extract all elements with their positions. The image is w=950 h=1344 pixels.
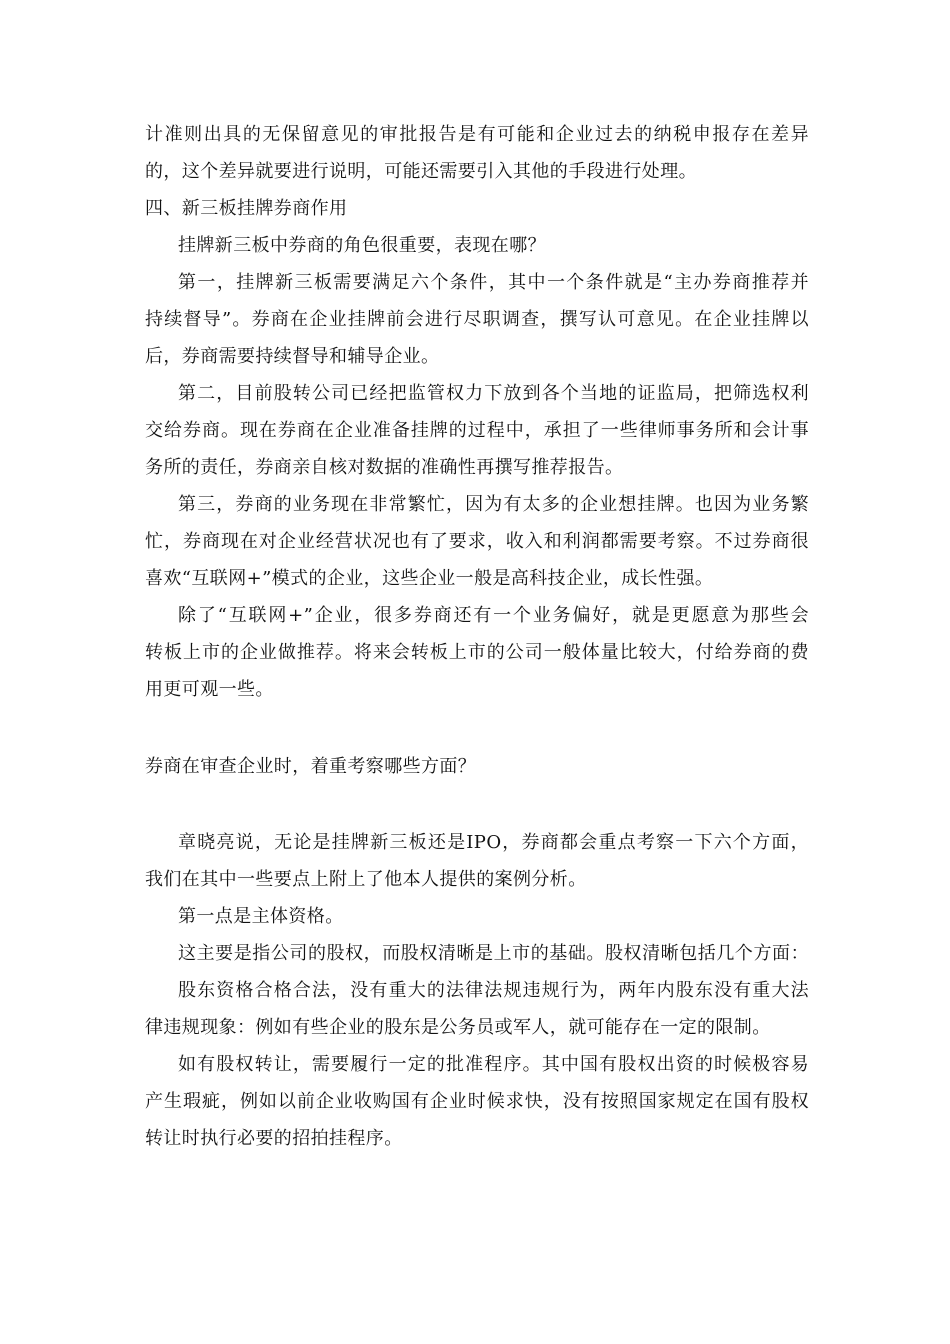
text-line: 如有股权转让，需要履行一定的批准程序。其中国有股权出资的时候极容易 [178,1054,809,1075]
text-line: 用更可观一些。 [145,679,274,700]
text-line: 持续督导”。券商在企业挂牌前会进行尽职调查，撰写认可意见。在企业挂牌以 [145,309,809,330]
text-line: 第一，挂牌新三板需要满足六个条件，其中一个条件就是“主办券商推荐并 [178,272,809,293]
text-line: 我们在其中一些要点上附上了他本人提供的案例分析。 [145,869,587,890]
text-line: 务所的责任，券商亲自核对数据的准确性再撰写推荐报告。 [145,457,624,478]
text-line: 除了“互联网+”企业，很多券商还有一个业务偏好，就是更愿意为那些会 [178,605,809,626]
text-line: 挂牌新三板中券商的角色很重要，表现在哪？ [178,235,546,256]
text-line: 产生瑕疵，例如以前企业收购国有企业时候求快，没有按照国家规定在国有股权 [145,1091,809,1112]
text-line: 第一点是主体资格。 [178,906,344,927]
text-line: 转板上市的企业做推荐。将来会转板上市的公司一般体量比较大，付给券商的费 [145,642,809,663]
text-line: 忙，券商现在对企业经营状况也有了要求，收入和利润都需要考察。不过券商很 [145,531,809,552]
section-heading: 四、新三板挂牌券商作用 [145,198,348,219]
text-line: 的，这个差异就要进行说明，可能还需要引入其他的手段进行处理。 [145,161,697,182]
text-line: 计准则出具的无保留意见的审批报告是有可能和企业过去的纳税申报存在差异 [145,124,809,145]
text-line: 后，券商需要持续督导和辅导企业。 [145,346,440,367]
text-line: 律违规现象：例如有些企业的股东是公务员或军人，就可能存在一定的限制。 [145,1017,771,1038]
text-line: 章晓亮说，无论是挂牌新三板还是IPO，券商都会重点考察一下六个方面， [178,832,809,853]
text-line: 转让时执行必要的招拍挂程序。 [145,1128,403,1149]
subheading: 券商在审查企业时，着重考察哪些方面？ [145,756,477,777]
text-line: 这主要是指公司的股权，而股权清晰是上市的基础。股权清晰包括几个方面： [178,943,809,964]
text-line: 第二，目前股转公司已经把监管权力下放到各个当地的证监局，把筛选权利 [178,383,809,404]
text-line: 喜欢“互联网+”模式的企业，这些企业一般是高科技企业，成长性强。 [145,568,714,589]
text-line: 股东资格合格合法，没有重大的法律法规违规行为，两年内股东没有重大法 [178,980,809,1001]
text-line: 交给券商。现在券商在企业准备挂牌的过程中，承担了一些律师事务所和会计事 [145,420,809,441]
text-line: 第三，券商的业务现在非常繁忙，因为有太多的企业想挂牌。也因为业务繁 [178,494,809,515]
